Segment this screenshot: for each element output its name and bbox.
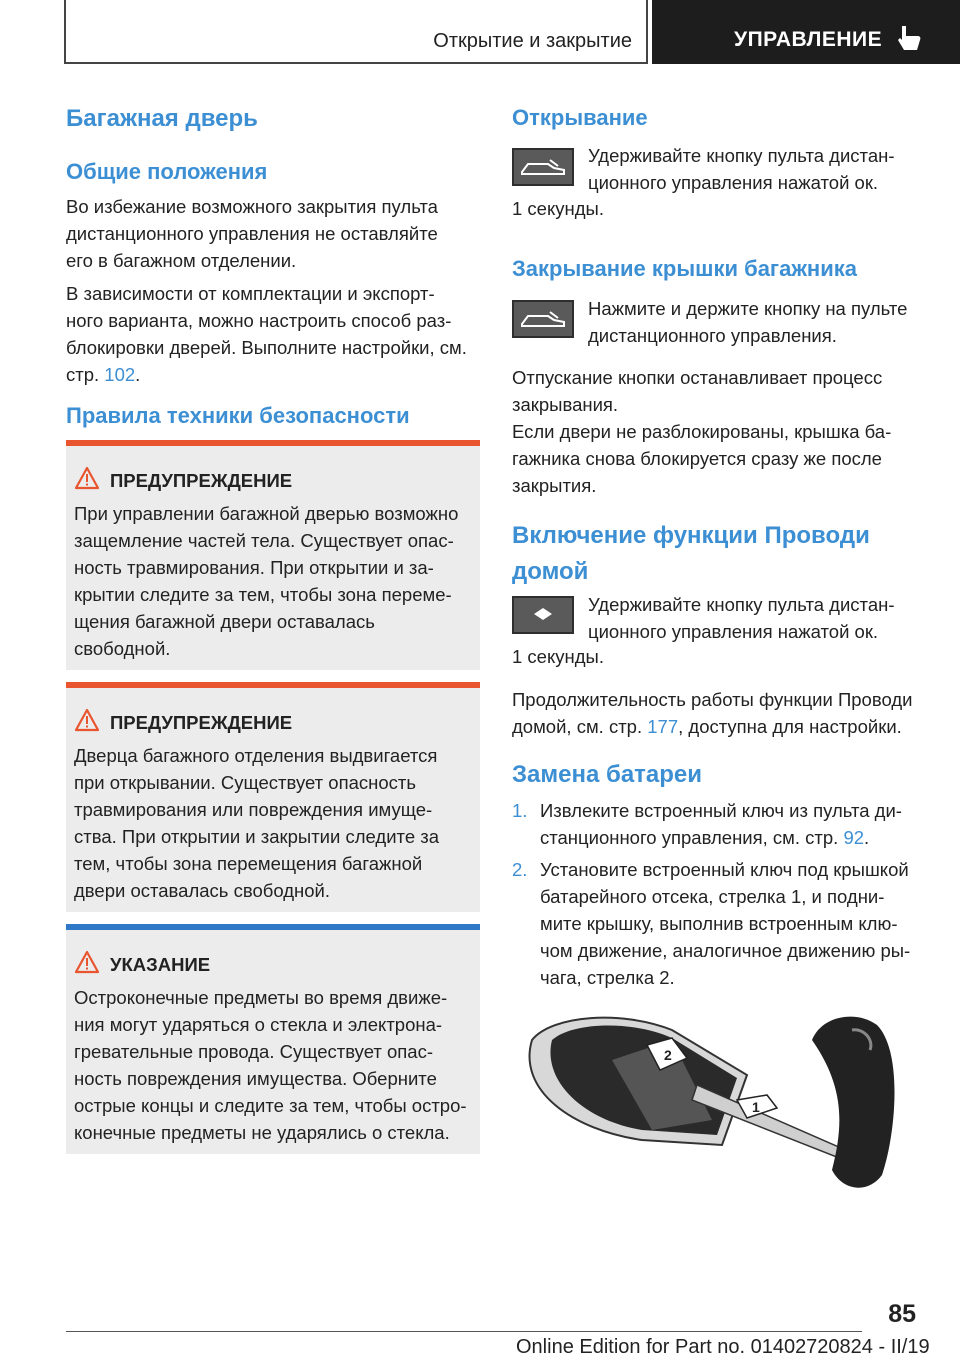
header-section-tab — [64, 0, 648, 64]
step-item: 1. Извлеките встроенный ключ из пульта ди- станционного управления, см. стр. 92. — [512, 800, 902, 848]
warning-label: ПРЕДУПРЕЖДЕНИЕ — [110, 712, 293, 733]
home-tail: 1 секунды. — [512, 646, 604, 667]
warning-triangle-icon — [74, 708, 100, 732]
footer-divider — [66, 1331, 862, 1332]
home-paragraph: Продолжительность работы функции Проводи домой, см. стр. 177, доступна для настройки. — [512, 689, 913, 737]
home-instructions: Удерживайте кнопку пульта дистан- ционного управления нажатой ок. — [588, 594, 895, 642]
open-instructions: Удерживайте кнопку пульта дистан- ционного управления нажатой ок. — [588, 145, 895, 193]
header-chapter-tab — [652, 0, 960, 64]
page-number: 85 — [888, 1300, 916, 1328]
hand-pointer-icon — [896, 24, 922, 52]
page-reference-link[interactable]: 177 — [647, 716, 679, 737]
figure-label: 2 — [664, 1047, 672, 1063]
warning-box — [66, 682, 480, 912]
header-section-title: Открытие и закрытие — [433, 30, 632, 52]
warning-box — [66, 440, 480, 670]
figure-label: 1 — [752, 1099, 760, 1115]
notice-triangle-icon — [74, 950, 100, 974]
home-heading: Включение функции Проводи домой — [512, 522, 870, 585]
footer-edition: Online Edition for Part no. 01402720824 - II/19 — [516, 1336, 930, 1358]
warning-text: Дверца багажного отделения выдвигается при открывании. Существует опасность травмирования или повреждения имуще- ства. При открытии и закрытии следите за тем, чтобы зона перемещения багажной двери оставалась свободной. — [74, 745, 440, 901]
page-reference-link[interactable]: 92 — [843, 827, 865, 848]
tailgate-button-icon — [512, 148, 574, 186]
general-paragraph-1: Во избежание возможного закрытия пульта дистанционного управления не оставляйте его в багажном отделении. — [66, 196, 438, 271]
warning-bar — [66, 440, 480, 446]
step-item: 2. Установите встроенный ключ под крышкой батарейного отсека, стрелка 1, и подни- мите крышку, выполнив встроенным клю- чом движение, аналогичное движению ры- чага, стрелка 2. — [512, 859, 911, 988]
open-tail: 1 секунды. — [512, 198, 604, 219]
safety-heading: Правила техники безопасности — [66, 403, 410, 428]
close-paragraph-1: Отпускание кнопки останавливает процесс закрывания. — [512, 367, 883, 415]
general-heading: Общие положения — [66, 159, 268, 184]
battery-heading: Замена батареи — [512, 761, 703, 788]
close-instructions: Нажмите и держите кнопку на пульте дистанционного управления. — [588, 298, 908, 346]
follow-me-home-button-icon — [512, 596, 574, 634]
notice-box — [66, 924, 480, 1154]
general-paragraph-2: В зависимости от комплектации и экспорт- ного варианта, можно настроить способ раз- блокировки дверей. Выполните настройки, см. стр. 102. — [66, 283, 467, 385]
warning-text: При управлении багажной дверью возможно защемление частей тела. Существует опас- ность травмирования. При открытии и за- крытии следите за тем, чтобы зона переме- щения багажной двери оставалась свободной. — [74, 503, 459, 659]
tailgate-close-button-icon — [512, 300, 574, 338]
close-heading: Закрывание крышки багажника — [512, 256, 857, 281]
warning-bar — [66, 682, 480, 688]
close-paragraph-2: Если двери не разблокированы, крышка ба- гажника снова блокируется сразу же после закрытия. — [512, 421, 892, 496]
warning-triangle-icon — [74, 466, 100, 490]
header-chapter-title: УПРАВЛЕНИЕ — [734, 28, 883, 51]
key-battery-illustration — [512, 1000, 922, 1200]
notice-text: Остроконечные предметы во время движе- ния могут ударяться о стекла и электрона- гревательные провода. Существует опас- ность повреждения имущества. Оберните острые концы и следите за тем, чтобы остро- конечные предметы не ударялись о стекла. — [74, 987, 467, 1143]
warning-label: ПРЕДУПРЕЖДЕНИЕ — [110, 470, 293, 491]
page-reference-link[interactable]: 102 — [104, 364, 136, 385]
notice-bar — [66, 924, 480, 930]
open-heading: Открывание — [512, 105, 648, 130]
notice-label: УКАЗАНИЕ — [110, 954, 211, 975]
page-title: Багажная дверь — [66, 105, 258, 132]
